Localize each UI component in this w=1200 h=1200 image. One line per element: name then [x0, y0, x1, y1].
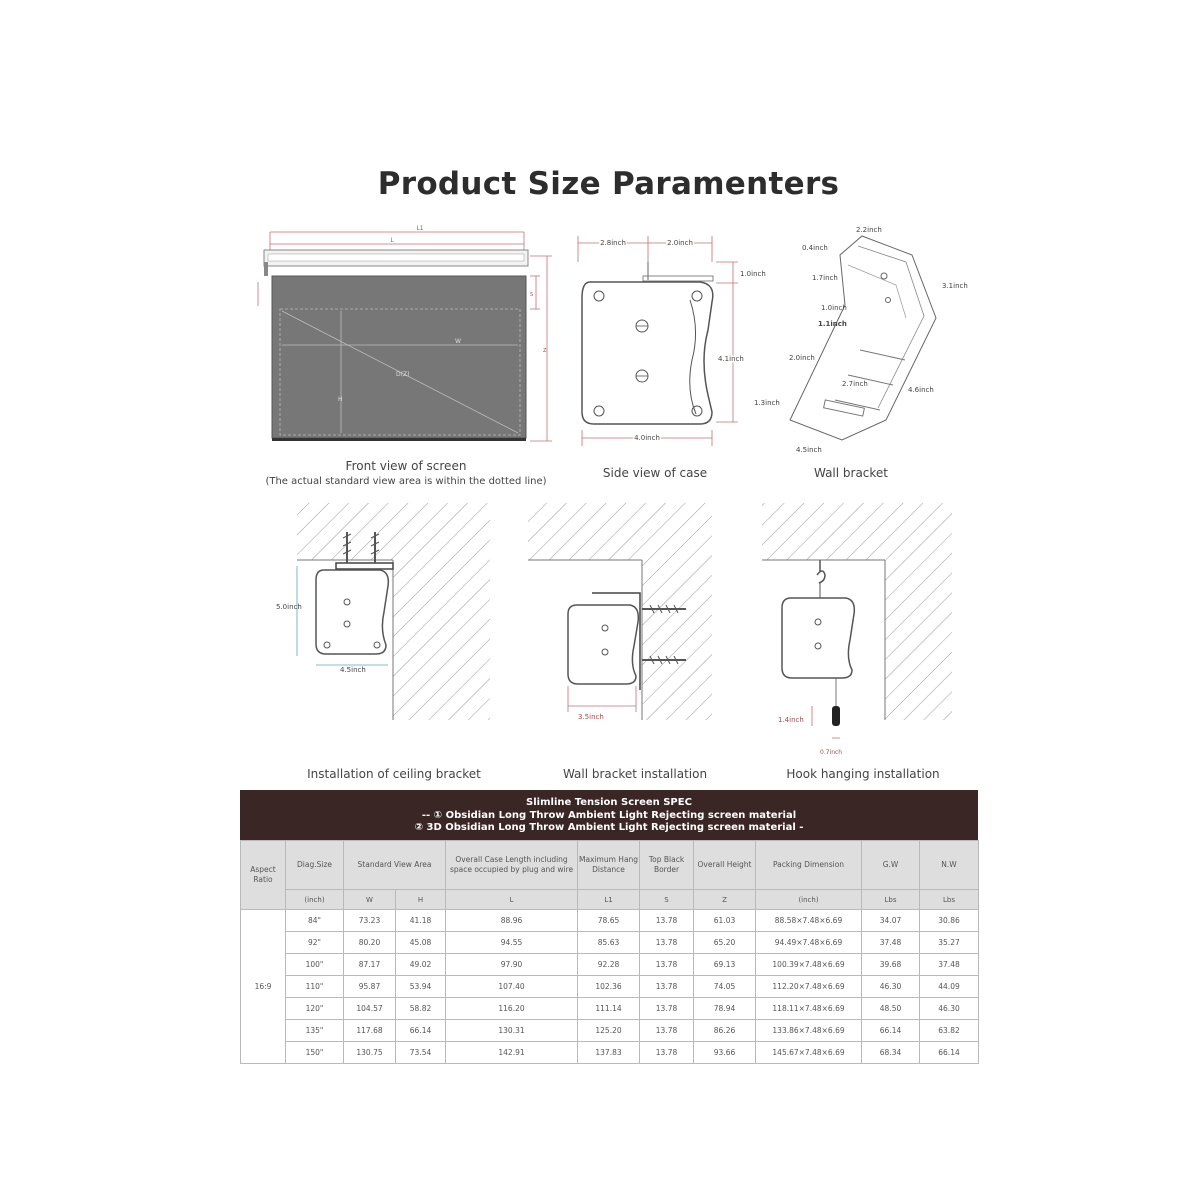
dim-2.0: 2.0inch [667, 239, 693, 247]
cell: 66.14 [862, 1020, 920, 1042]
table-row [241, 1042, 979, 1064]
table-row [241, 932, 979, 954]
cell: 65.20 [694, 932, 756, 954]
cell: 104.57 [344, 998, 396, 1020]
cell: 112.20×7.48×6.69 [756, 976, 862, 998]
cell: 13.78 [640, 976, 694, 998]
cell: 66.14 [920, 1042, 979, 1064]
col-nw: N.W [920, 841, 979, 890]
dim-4.1: 4.1inch [718, 355, 744, 363]
wb-2.0: 2.0inch [789, 354, 815, 362]
cell: 73.54 [396, 1042, 446, 1064]
cell: 61.03 [694, 910, 756, 932]
cell: 118.11×7.48×6.69 [756, 998, 862, 1020]
sub-s: S [640, 890, 694, 910]
label-l1: L1 [416, 225, 424, 232]
cell: 102.36 [578, 976, 640, 998]
label-w: W [455, 338, 461, 345]
wb-1.0: 1.0inch [821, 304, 847, 312]
cell: 130.31 [446, 1020, 578, 1042]
cell: 107.40 [446, 976, 578, 998]
cell: 87.17 [344, 954, 396, 976]
cell: 53.94 [396, 976, 446, 998]
wall-install-diagram [528, 503, 712, 721]
wb-1.3: 1.3inch [754, 399, 780, 407]
wb-4.5: 4.5inch [796, 446, 822, 454]
cell: 92.28 [578, 954, 640, 976]
cell: 95.87 [344, 976, 396, 998]
side-view-caption: Side view of case [602, 466, 708, 480]
col-aspect-ratio: Aspect Ratio [241, 841, 286, 910]
cell: 84" [286, 910, 344, 932]
dim-2.8: 2.8inch [600, 239, 626, 247]
aspect-ratio-cell: 16:9 [241, 910, 286, 1064]
ceiling-install-caption: Installation of ceiling bracket [307, 767, 481, 781]
wb-2.7: 2.7inch [842, 380, 868, 388]
cell: 13.78 [640, 1020, 694, 1042]
spec-header-line1: Slimline Tension Screen SPEC [526, 797, 692, 808]
sub-l1: L1 [578, 890, 640, 910]
wb-1.1: 1.1inch [818, 320, 847, 328]
col-hang-distance: Maximum Hang Distance [578, 841, 640, 890]
cell: 85.63 [578, 932, 640, 954]
hook-offset: 0.7inch [820, 749, 843, 756]
cell: 34.07 [862, 910, 920, 932]
col-top-border: Top Black Border [640, 841, 694, 890]
sub-z: Z [694, 890, 756, 910]
cell: 58.82 [396, 998, 446, 1020]
hook-install-diagram [762, 503, 952, 756]
table-row [241, 1020, 979, 1042]
side-view-diagram [578, 236, 766, 446]
sub-nw: Lbs [920, 890, 979, 910]
cell: 46.30 [862, 976, 920, 998]
cell: 37.48 [862, 932, 920, 954]
cell: 100.39×7.48×6.69 [756, 954, 862, 976]
cell: 48.50 [862, 998, 920, 1020]
col-view-area: Standard View Area [344, 841, 446, 890]
cell: 80.20 [344, 932, 396, 954]
hook-drop: 1.4inch [778, 716, 804, 724]
cell: 150" [286, 1042, 344, 1064]
label-h: H [338, 396, 343, 403]
cell: 39.68 [862, 954, 920, 976]
cell: 145.67×7.48×6.69 [756, 1042, 862, 1064]
cell: 142.91 [446, 1042, 578, 1064]
wall-install-caption: Wall bracket installation [562, 767, 708, 781]
cell: 120" [286, 998, 344, 1020]
cell: 13.78 [640, 1042, 694, 1064]
table-row [241, 998, 979, 1020]
table-row [241, 954, 979, 976]
cell: 117.68 [344, 1020, 396, 1042]
cell: 13.78 [640, 998, 694, 1020]
cell: 63.82 [920, 1020, 979, 1042]
cell: 94.55 [446, 932, 578, 954]
spec-header [240, 790, 978, 840]
ceiling-width: 4.5inch [340, 666, 366, 674]
col-case-length: Overall Case Length including space occupied by plug and wire [446, 841, 578, 890]
cell: 78.94 [694, 998, 756, 1020]
spec-grid [240, 840, 979, 1064]
spec-header-line2: -- ① Obsidian Long Throw Ambient Light Rejecting screen material [421, 809, 797, 821]
wb-4.6: 4.6inch [908, 386, 934, 394]
front-view-diagram [258, 225, 552, 441]
sub-l: L [446, 890, 578, 910]
cell: 93.66 [694, 1042, 756, 1064]
cell: 97.90 [446, 954, 578, 976]
ceiling-install-diagram [276, 503, 490, 720]
cell: 74.05 [694, 976, 756, 998]
sub-h: H [396, 890, 446, 910]
ceiling-height: 5.0inch [276, 603, 302, 611]
wb-2.2: 2.2inch [856, 226, 882, 234]
wall-install-width: 3.5inch [578, 713, 604, 721]
cell: 94.49×7.48×6.69 [756, 932, 862, 954]
cell: 46.30 [920, 998, 979, 1020]
sub-diag: (inch) [286, 890, 344, 910]
spec-header-line3: ② 3D Obsidian Long Throw Ambient Light Rejecting screen material - [414, 822, 804, 833]
label-s: S [530, 292, 534, 298]
cell: 13.78 [640, 932, 694, 954]
cell: 116.20 [446, 998, 578, 1020]
cell: 13.78 [640, 910, 694, 932]
label-l: L [390, 237, 394, 244]
col-overall-height: Overall Height [694, 841, 756, 890]
cell: 88.58×7.48×6.69 [756, 910, 862, 932]
table-row [241, 910, 979, 932]
cell: 13.78 [640, 954, 694, 976]
cell: 86.26 [694, 1020, 756, 1042]
cell: 68.34 [862, 1042, 920, 1064]
cell: 111.14 [578, 998, 640, 1020]
col-diag-size: Diag.Size [286, 841, 344, 890]
front-view-caption [240, 459, 572, 489]
cell: 66.14 [396, 1020, 446, 1042]
cell: 130.75 [344, 1042, 396, 1064]
cell: 100" [286, 954, 344, 976]
cell: 92" [286, 932, 344, 954]
sub-gw: Lbs [862, 890, 920, 910]
cell: 30.86 [920, 910, 979, 932]
label-diag: D(Z) [396, 371, 410, 378]
cell: 135" [286, 1020, 344, 1042]
dim-4.0: 4.0inch [634, 434, 660, 442]
cell: 110" [286, 976, 344, 998]
cell: 45.08 [396, 932, 446, 954]
sub-pack: (inch) [756, 890, 862, 910]
wall-bracket-diagram [754, 226, 968, 454]
cell: 41.18 [396, 910, 446, 932]
label-z: Z [543, 348, 547, 354]
table-row [241, 976, 979, 998]
cell: 49.02 [396, 954, 446, 976]
cell: 73.23 [344, 910, 396, 932]
wb-0.4: 0.4inch [802, 244, 828, 252]
cell: 35.27 [920, 932, 979, 954]
dim-1.0: 1.0inch [740, 270, 766, 278]
wb-1.7: 1.7inch [812, 274, 838, 282]
cell: 133.86×7.48×6.69 [756, 1020, 862, 1042]
wb-3.1: 3.1inch [942, 282, 968, 290]
col-packing: Packing Dimension [756, 841, 862, 890]
cell: 37.48 [920, 954, 979, 976]
cell: 69.13 [694, 954, 756, 976]
front-view-caption-line1: Front view of screen [345, 459, 467, 473]
col-gw: G.W [862, 841, 920, 890]
cell: 78.65 [578, 910, 640, 932]
page-title: Product Size Paramenters [377, 166, 840, 202]
hook-install-caption: Hook hanging installation [786, 767, 940, 781]
cell: 137.83 [578, 1042, 640, 1064]
sub-w: W [344, 890, 396, 910]
cell: 88.96 [446, 910, 578, 932]
spec-table [240, 790, 978, 1064]
wall-bracket-caption: Wall bracket [813, 466, 889, 480]
front-view-caption-line2: (The actual standard view area is within the dotted line) [265, 476, 547, 487]
cell: 44.09 [920, 976, 979, 998]
cell: 125.20 [578, 1020, 640, 1042]
